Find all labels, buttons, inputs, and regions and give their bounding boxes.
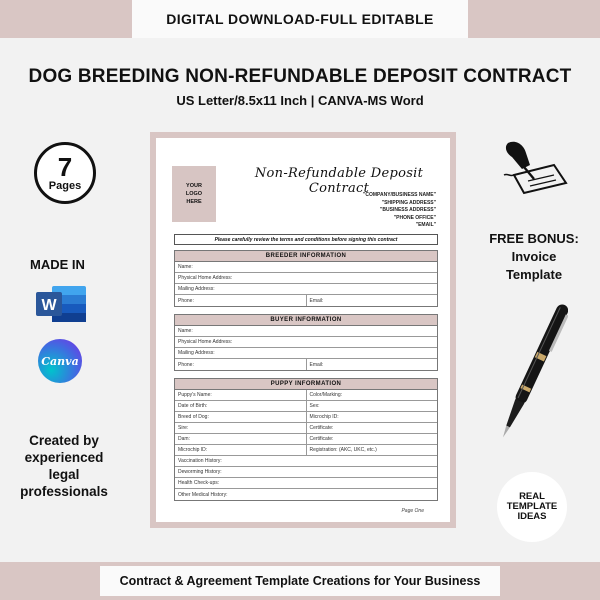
pen-icon [498,292,568,454]
form-row [175,348,437,359]
shipping-address: "SHIPPING ADDRESS" [381,199,436,206]
other-medical-history-field: Other Medical History: [178,491,228,498]
product-title: DOG BREEDING NON-REFUNDABLE DEPOSIT CONTRACT [28,66,572,87]
bonus-label: FREE BONUS: [489,231,579,246]
microchip-id-field-left: Microchip ID: [178,447,208,453]
made-in-label: MADE IN [30,257,85,272]
buyer-header: BUYER INFORMATION [175,315,437,326]
color-marking-field: Color/Marking: [306,390,438,400]
buyer-email-field: Email: [306,359,438,370]
brand-line3: IDEAS [517,511,547,522]
free-bonus [474,230,594,284]
address-block [363,192,436,230]
sire-certificate-field: Certificate: [306,423,438,433]
form-row [175,337,437,348]
health-checkups-field: Health Check-ups: [178,480,220,486]
breeder-phone-field: Phone: [178,297,194,304]
word-icon [36,284,88,324]
vaccination-history-field: Vaccination History: [178,458,222,464]
business-address: "BUSINESS ADDRESS" [380,207,436,213]
buyer-name-field: Name: [178,328,193,334]
form-row [175,359,437,370]
form-row [175,262,437,273]
deworming-history-field: Deworming History: [178,469,222,475]
contract-page [156,138,450,522]
sex-field: Sex: [306,401,438,411]
form-row [175,390,437,401]
email-address: "EMAIL" [415,222,436,228]
contract-preview [150,132,456,528]
brand-line1: REAL [519,491,545,502]
signing-hand-icon [494,135,570,197]
puppy-name-field: Puppy's Name: [178,392,212,398]
bonus-item-line2: Template [505,267,563,282]
buyer-phone-field: Phone: [178,361,194,368]
bottom-banner-text: Contract & Agreement Template Creations for Your Business [100,566,501,596]
logo-line3: HERE [186,199,202,205]
review-notice: Please carefully review the terms and conditions before signing this contract [174,234,438,245]
form-row [175,284,437,295]
bottom-banner [0,562,600,600]
breeder-name-field: Name: [178,264,193,270]
contract-title: Non-Refundable Deposit Contract [254,166,424,196]
form-row [175,423,437,434]
pages-badge [34,142,96,204]
form-row [175,273,437,284]
top-banner [0,0,600,38]
created-by-text: Created by experienced legal professionals [20,433,108,499]
dam-certificate-field: Certificate: [306,434,438,444]
company-name: "COMPANY/BUSINESS NAME" [363,192,436,198]
registration-field: Registration: (AKC, UKC, etc.) [306,445,438,455]
logo-line1: YOUR [186,183,202,189]
date-of-birth-field: Date of Birth: [178,403,208,409]
breeder-section [174,250,438,307]
sire-field: Sire: [178,425,189,431]
form-row [175,326,437,337]
form-row [175,295,437,306]
page-number: Page One [401,508,424,514]
bonus-item-line1: Invoice [511,249,557,264]
canva-icon [38,339,82,383]
breeder-physical-address-field: Physical Home Address: [178,275,233,281]
form-row [175,456,437,467]
top-banner-text: DIGITAL DOWNLOAD-FULL EDITABLE [132,0,468,38]
dam-field: Dam: [178,436,190,442]
puppy-section [174,378,438,501]
phone-office: "PHONE OFFICE" [393,214,436,221]
buyer-mailing-address-field: Mailing Address: [178,350,215,356]
form-row [175,478,437,489]
form-row [175,445,437,456]
buyer-physical-address-field: Physical Home Address: [178,339,233,345]
brand-logo [497,472,567,542]
breeder-header: BREEDER INFORMATION [175,251,437,262]
breeder-mailing-address-field: Mailing Address: [178,286,215,292]
brand-line2: TEMPLATE [506,501,558,512]
pages-count: 7 [57,152,73,182]
pages-label: Pages [48,180,82,192]
product-subtitle: US Letter/8.5x11 Inch | CANVA-MS Word [176,93,424,108]
breed-field: Breed of Dog: [178,414,209,420]
canva-logo-text: Canva [41,354,79,368]
form-row [175,412,437,423]
logo-placeholder [172,166,216,222]
breeder-email-field: Email: [306,295,438,306]
form-row [175,467,437,478]
svg-text:W: W [41,297,57,314]
buyer-section [174,314,438,371]
puppy-header: PUPPY INFORMATION [175,379,437,390]
form-row [175,434,437,445]
form-row [175,401,437,412]
form-row [175,489,437,500]
logo-line2: LOGO [185,191,203,197]
microchip-id-field: Microchip ID: [306,412,438,422]
